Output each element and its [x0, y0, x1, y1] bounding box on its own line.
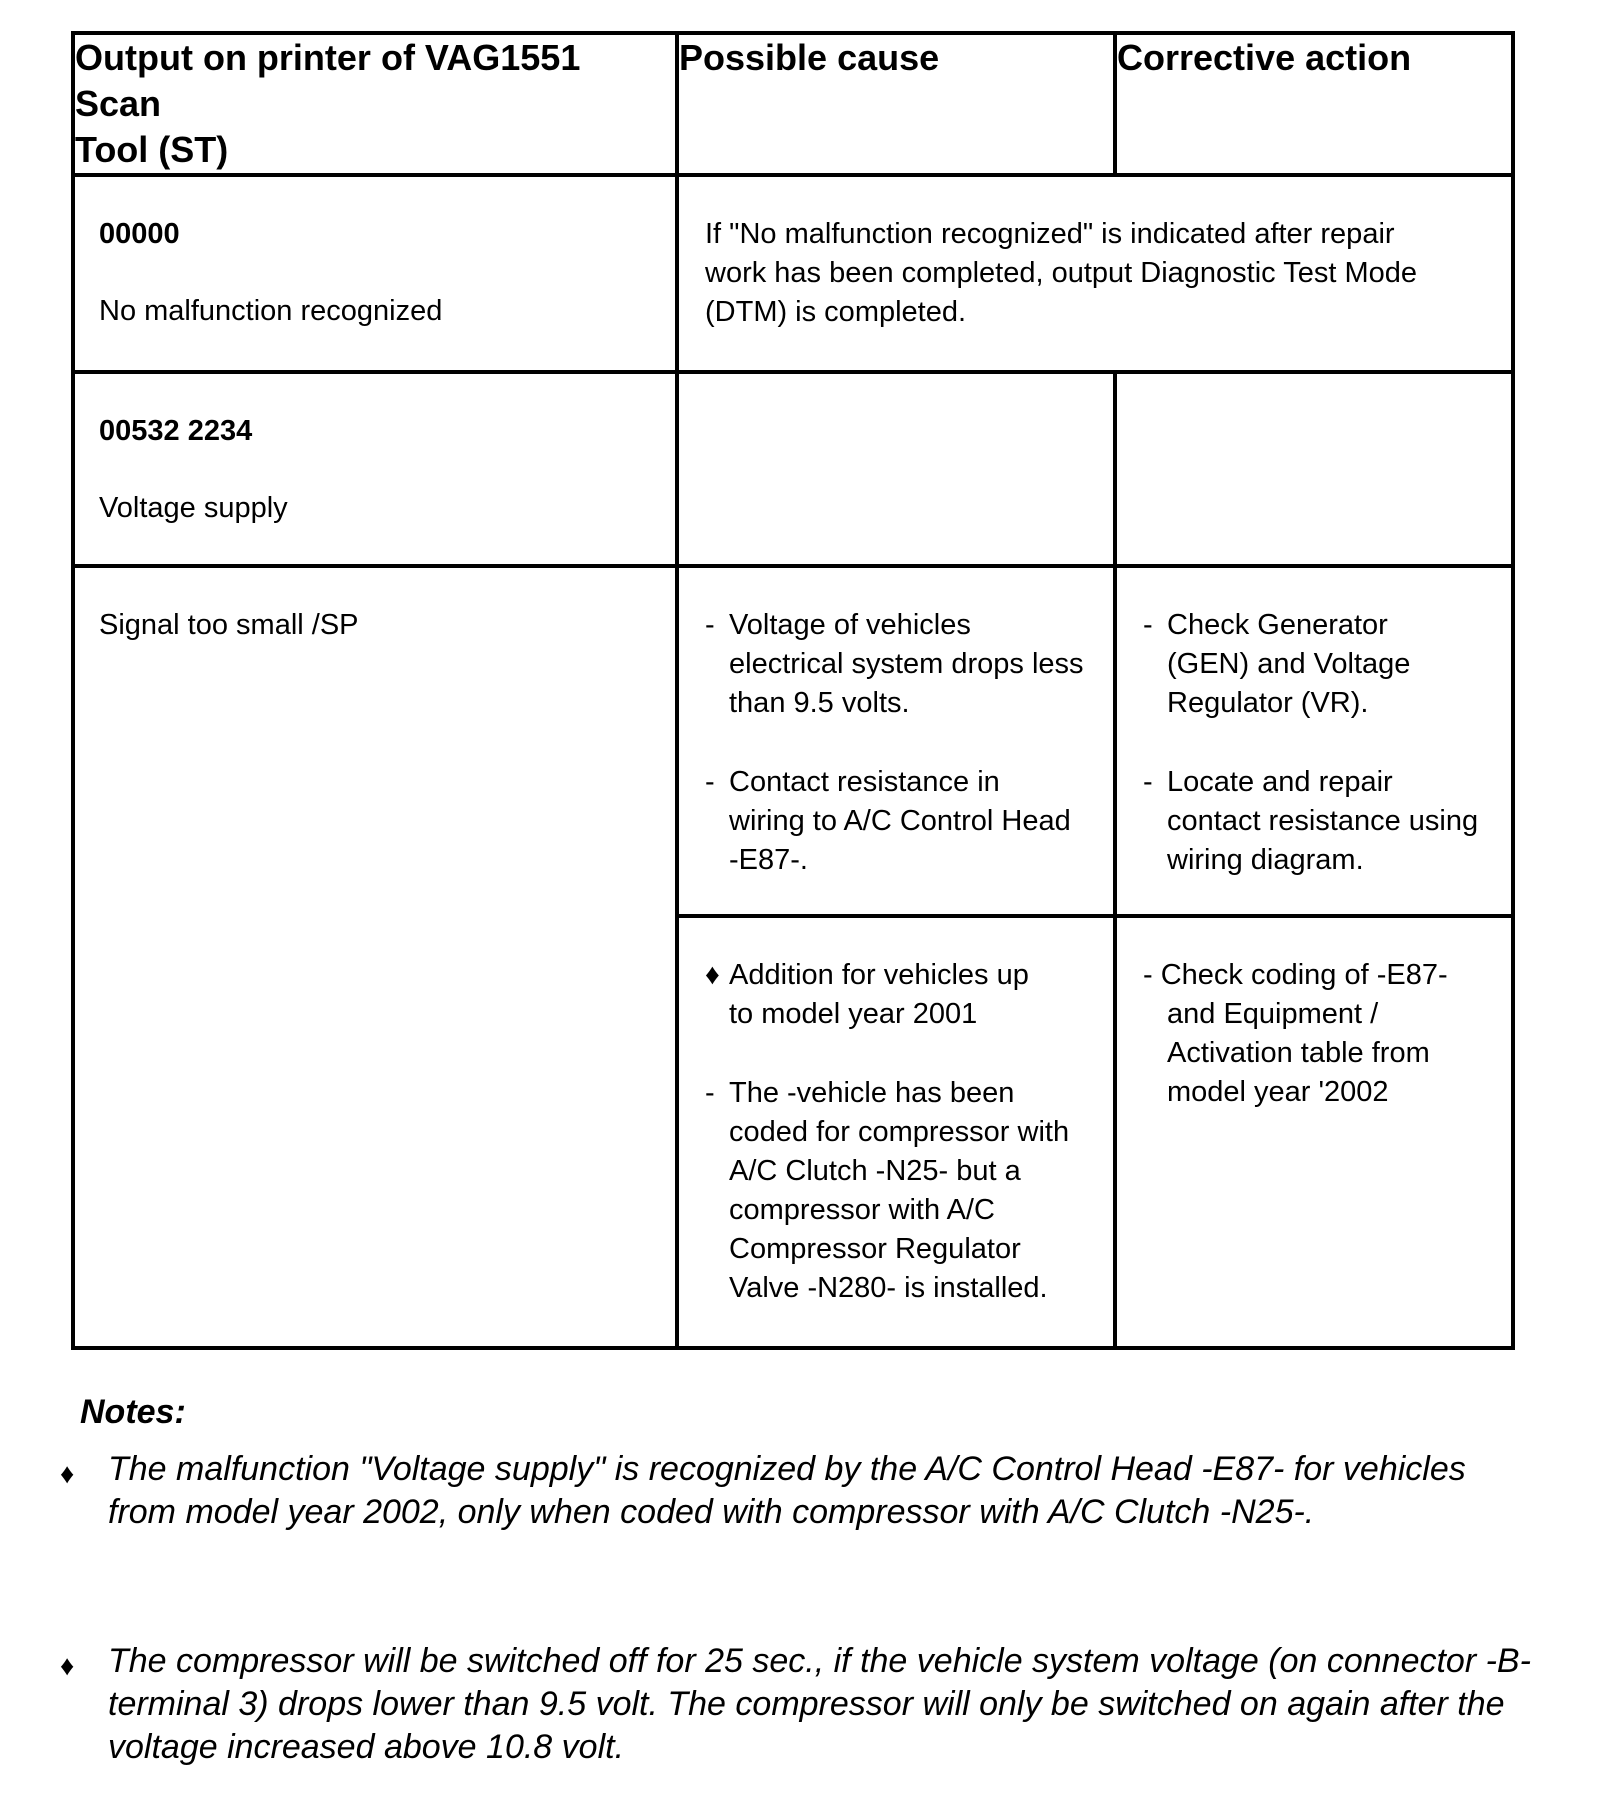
signal-cell	[73, 566, 677, 1348]
no-malfunction-note: If "No malfunction recognized" is indicated after repair work has been completed, output Diagnostic Test Mode (DTM) is completed.	[677, 175, 1513, 372]
notes-section	[60, 1390, 1580, 1769]
note-item: ♦ The compressor will be switched off for 25 sec., if the vehicle system voltage (on connector -B- terminal 3) drops lower than 9.5 volt. The compressor will only be switched on again after the voltage increased above 10.8 volt.	[60, 1640, 1580, 1769]
fault-description: Voltage supply	[99, 492, 288, 524]
addition-action-cell: - Check coding of -E87- and Equipment / Activation table from model year '2002	[1115, 916, 1513, 1348]
action-item: - Check Generator (GEN) and Voltage Regulator (VR).	[1143, 609, 1411, 719]
cause-item: - The -vehicle has been coded for compressor with A/C Clutch -N25- but a compressor with A/C Compressor Regulator Valve -N280- is installed.	[705, 1077, 1070, 1304]
fault-cell	[73, 372, 677, 566]
notes-title: Notes:	[80, 1393, 186, 1431]
action-item: - Locate and repair contact resistance using wiring diagram.	[1143, 766, 1479, 876]
header-corrective-action: Corrective action	[1115, 33, 1513, 175]
fault-code: 00532 2234	[99, 415, 253, 447]
fault-code: 00000	[99, 218, 180, 250]
fault-cell	[73, 175, 677, 372]
row-no-malfunction	[73, 175, 1513, 372]
cause-item: - Contact resistance in wiring to A/C Control Head -E87-.	[705, 766, 1071, 876]
header-output: Output on printer of VAG1551 Scan Tool (ST)	[73, 33, 677, 175]
cause-item: - Voltage of vehicles electrical system drops less than 9.5 volts.	[705, 609, 1084, 719]
header-possible-cause: Possible cause	[677, 33, 1115, 175]
diamond-bullet-icon: ♦	[60, 1458, 75, 1489]
note-item: ♦ The malfunction "Voltage supply" is recognized by the A/C Control Head -E87- for vehicles from model year 2002, only when coded with compressor with A/C Clutch -N25-.	[60, 1448, 1580, 1534]
addition-cause-cell: ♦ Addition for vehicles up to model year 2001 - The -vehicle has been coded for compressor with A/C Clutch -N25- but a compressor with A/C Compressor Regulator Valve -N280- is installed.	[677, 916, 1115, 1348]
action-cell	[1115, 566, 1513, 916]
empty-action-cell	[1115, 372, 1513, 566]
diamond-bullet-icon: ♦	[60, 1650, 75, 1681]
header-row	[73, 33, 1513, 175]
diagnostic-table	[71, 31, 1515, 1350]
diamond-bullet-icon: ♦	[705, 959, 720, 991]
row-voltage-supply	[73, 372, 1513, 566]
cause-cell	[677, 566, 1115, 916]
fault-description: No malfunction recognized	[99, 295, 443, 327]
signal-text: Signal too small /SP	[99, 609, 359, 641]
empty-cause-cell	[677, 372, 1115, 566]
row-signal-too-small	[73, 566, 1513, 916]
